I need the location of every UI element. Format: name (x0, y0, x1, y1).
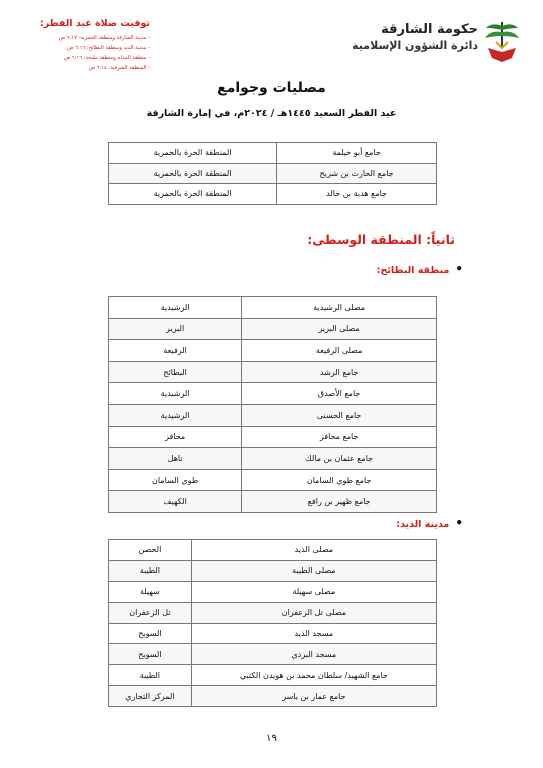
mosque-name-cell: مصلى الرفيعة (242, 340, 437, 362)
bullet-icon: • (455, 516, 463, 530)
table-row (109, 297, 437, 319)
mosque-name-cell: مصلى الطيبة (191, 560, 436, 581)
prayer-times-box (30, 18, 150, 73)
bullet-icon: • (455, 262, 463, 276)
location-cell: المنطقة الحرة بالحمرية (109, 163, 277, 184)
table-row (109, 163, 437, 184)
location-cell: سهيلة (109, 581, 192, 602)
table-row (109, 361, 437, 383)
table-row (109, 340, 437, 362)
mosque-name-cell: مصلى البرير (242, 318, 437, 340)
table-row (109, 383, 437, 405)
table-row (109, 318, 437, 340)
location-cell: الرشيدية (109, 404, 242, 426)
table-row (109, 540, 437, 561)
mosque-name-cell: جامع ظهير بن رافع (242, 491, 437, 513)
subsection-label: مدينة الذيد: (396, 519, 450, 530)
subsection-label: منطقة البطائح: (376, 265, 450, 276)
location-cell: المنطقة الحرة بالحمرية (109, 184, 277, 205)
mosque-name-cell: مصلى تل الزعفران (191, 602, 436, 623)
location-cell: الطيبة (109, 560, 192, 581)
mosque-name-cell: جامع الأصدق (242, 383, 437, 405)
mosque-name-cell: مصلى الذيد (191, 540, 436, 561)
prayer-time-line: - منطقة المدام ومنطقة مليحة: ٦:١٦ ص (64, 55, 150, 61)
mosques-table-dhaid (108, 539, 437, 707)
location-cell: الكهيف (109, 491, 242, 513)
table-row (109, 644, 437, 665)
government-logo (352, 16, 522, 66)
location-cell: تاهل (109, 448, 242, 470)
location-cell: الحصن (109, 540, 192, 561)
table-row (109, 143, 437, 164)
table-row (109, 184, 437, 205)
subsection-heading-bataeh (377, 262, 463, 276)
location-cell: الرشيدية (109, 297, 242, 319)
government-line1: حكومة الشارقة (381, 22, 478, 37)
prayer-times-title: توقيت صلاة عيد الفطر: (39, 18, 150, 29)
location-cell: السويح (109, 623, 192, 644)
mosque-name-cell: جامع طوي السامان (242, 469, 437, 491)
page-number: ١٩ (266, 733, 277, 744)
location-cell: البرير (109, 318, 242, 340)
table-row (109, 491, 437, 513)
location-cell: طوي السامان (109, 469, 242, 491)
location-cell: السويح (109, 644, 192, 665)
location-cell: محافز (109, 426, 242, 448)
mosque-name-cell: مسجد البردي (191, 644, 436, 665)
prayer-time-line: - مدينة الشارقة ومنطقة الحمرية: ٦:١٧ ص (58, 35, 150, 41)
mosque-name-cell: جامع الشهيد/ سلطان محمد بن هويدن الكتبي (191, 665, 436, 686)
section-heading: ثانياً: المنطقة الوسطى: (307, 232, 455, 247)
government-name (352, 22, 478, 53)
table-row (109, 623, 437, 644)
location-cell: المنطقة الحرة بالحمرية (109, 143, 277, 164)
mosque-name-cell: مسجد الذيد (191, 623, 436, 644)
location-cell: البطائح (109, 361, 242, 383)
mosque-name-cell: جامع أبو خيلمة (277, 143, 437, 164)
table-row (109, 469, 437, 491)
mosque-name-cell: جامع الرشد (242, 361, 437, 383)
table-row (109, 404, 437, 426)
table-row (109, 665, 437, 686)
department-line2: دائرة الشؤون الإسلامية (352, 39, 478, 52)
table-row (109, 448, 437, 470)
mosque-name-cell: جامع هدبة بن خالد (277, 184, 437, 205)
mosque-name-cell: جامع عمار بن ياسر (191, 686, 436, 707)
page-title: مصليات وجوامع (217, 80, 326, 96)
mosques-table-bataeh (108, 296, 437, 513)
mosque-name-cell: جامع عثمان بن مالك (242, 448, 437, 470)
mosque-name-cell: جامع الحارث بن شريح (277, 163, 437, 184)
mosque-name-cell: مصلى سهيلة (191, 581, 436, 602)
mosque-name-cell: مصلى الرشيدية (242, 297, 437, 319)
location-cell: الطيبة (109, 665, 192, 686)
table-row (109, 686, 437, 707)
mosque-name-cell: جامع محافز (242, 426, 437, 448)
location-cell: الرشيدية (109, 383, 242, 405)
mosques-table-hamriyah (108, 142, 437, 205)
subsection-heading-dhaid (396, 516, 463, 530)
location-cell: المركز التجاري (109, 686, 192, 707)
table-row (109, 426, 437, 448)
location-cell: الرفيعة (109, 340, 242, 362)
prayer-time-line: - مدينة الذيد ومنطقة البطائح: ٦:١٦ ص (67, 45, 150, 51)
mosque-name-cell: جامع الحسنى (242, 404, 437, 426)
table-row (109, 581, 437, 602)
table-row (109, 602, 437, 623)
location-cell: تل الزعفران (109, 602, 192, 623)
table-row (109, 560, 437, 581)
page-subtitle: عيد الفطر السعيد ١٤٤٥هـ / ٢٠٢٤م، في إمارة الشارقة (146, 108, 397, 119)
sharjah-emblem-icon (482, 18, 522, 64)
prayer-time-line: - المنطقة الشرقية: ٦:١٤ ص (88, 65, 150, 71)
